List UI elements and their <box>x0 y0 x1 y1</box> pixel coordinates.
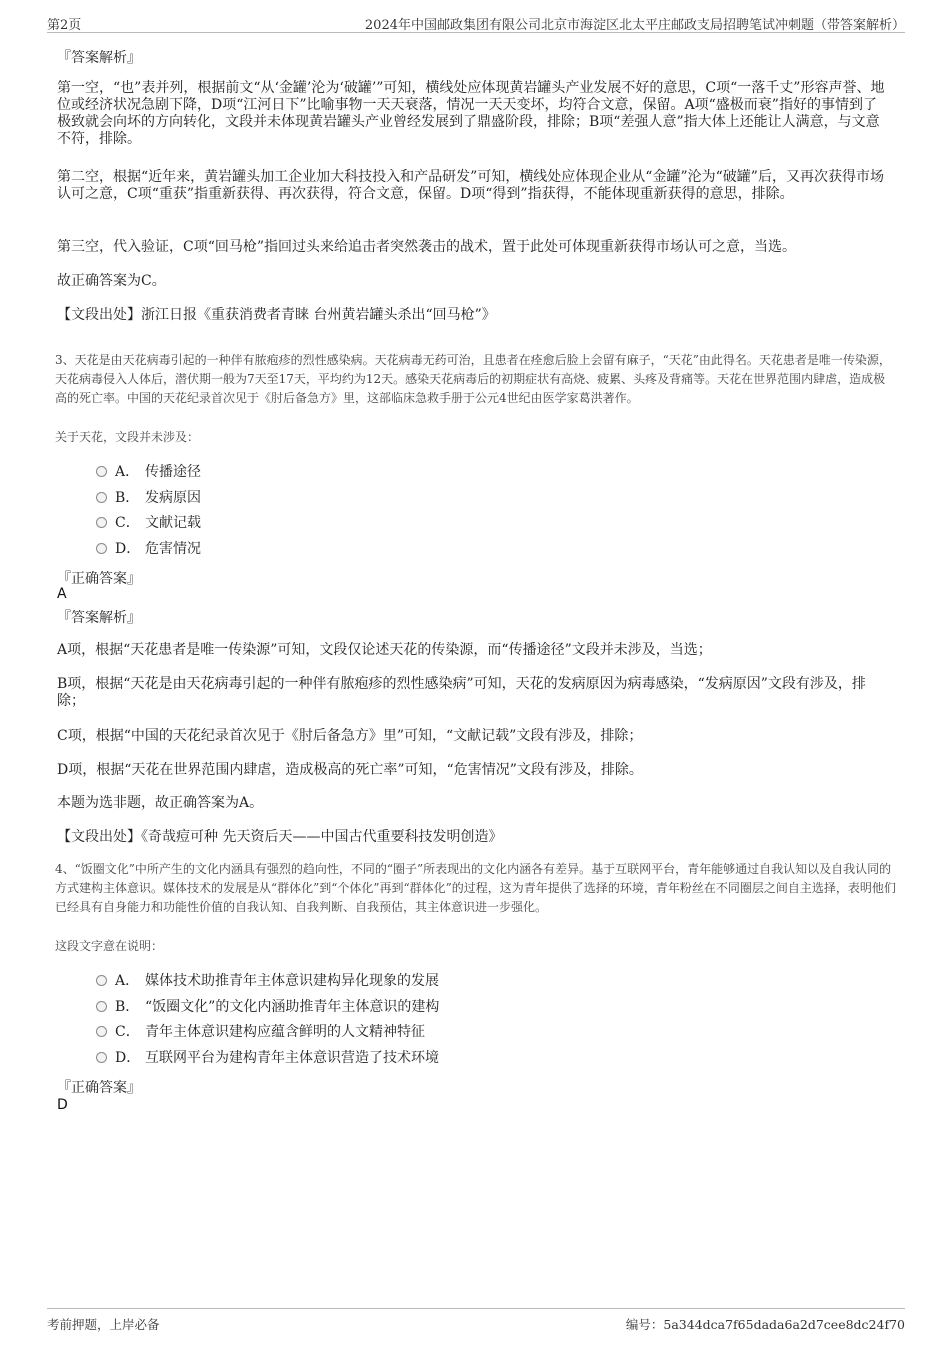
option-letter: D． <box>115 1050 141 1066</box>
question-text: 3、天花是由天花病毒引起的一种伴有脓疱疹的烈性感染病。天花病毒无药可治，且患者在痊愈后脸上会留有麻子，“天花”由此得名。天花患者是唯一传染源，天花病毒侵入人体后，潜伏期一般为7天至17天，平均约为12天。感染天花病毒后的初期症状有高烧、疲累、头疼及背痛等。天花在世界范围内肆虐，造成极高的死亡率。中国的天花纪录首次见于《肘后备急方》里，这部临床急救手册于公元4世纪由医学家葛洪著作。 <box>55 353 891 405</box>
option-text: 发病原因 <box>145 490 201 506</box>
question-prompt: 关于天花，文段并未涉及： <box>55 430 200 444</box>
footer-slogan: 考前押题，上岸必备 <box>47 1317 160 1332</box>
radio-icon[interactable] <box>96 1001 107 1012</box>
page-header <box>47 10 905 33</box>
radio-icon[interactable] <box>96 492 107 503</box>
radio-icon[interactable] <box>96 517 107 528</box>
analysis-paragraph: A项，根据“天花患者是唯一传染源”可知，文段仅论述天花的传染源，而“传播途径”文段并未涉及，当选； <box>57 642 712 658</box>
option-text: “饭圈文化”的文化内涵助推青年主体意识的建构 <box>145 999 440 1015</box>
option-a[interactable] <box>96 463 201 481</box>
option-letter: B． <box>115 999 140 1015</box>
page-number: 第2页 <box>47 18 82 33</box>
option-letter: C． <box>115 515 140 531</box>
correct-answer: D <box>57 1097 68 1113</box>
option-text: 危害情况 <box>145 541 201 557</box>
option-letter: A． <box>115 464 140 480</box>
analysis-paragraph: D项，根据“天花在世界范围内肆虐，造成极高的死亡率”可知，“危害情况”文段有涉及，排除。 <box>57 762 643 778</box>
radio-icon[interactable] <box>96 543 107 554</box>
analysis-paragraph: 第二空，根据“近年来，黄岩罐头加工企业加大科技投入和产品研发”可知，横线处应体现企业从“金罐”沦为“破罐”后，又再次获得市场认可之意，C项“重获”指重新获得、再次获得，符合文意，保留。D项“得到”指获得，不能体现重新获得的意思，排除。 <box>57 169 884 202</box>
option-d[interactable] <box>96 540 201 558</box>
radio-icon[interactable] <box>96 1026 107 1037</box>
radio-icon[interactable] <box>96 466 107 477</box>
option-a[interactable] <box>96 972 439 990</box>
option-letter: A． <box>115 973 140 989</box>
source-citation: 【文段出处】浙江日报《重获消费者青睐 台州黄岩罐头杀出“回马枪”》 <box>57 307 496 323</box>
option-c[interactable] <box>96 1023 425 1041</box>
option-letter: C． <box>115 1024 140 1040</box>
option-text: 青年主体意识建构应蕴含鲜明的人文精神特征 <box>145 1024 425 1040</box>
option-letter: D． <box>115 541 141 557</box>
answer-conclusion: 本题为选非题，故正确答案为A。 <box>57 795 264 811</box>
option-text: 文献记载 <box>145 515 201 531</box>
option-letter: B． <box>115 490 140 506</box>
source-citation: 【文段出处】《奇哉痘可种 先天资后天——中国古代重要科技发明创造》 <box>57 829 503 845</box>
option-text: 传播途径 <box>145 464 201 480</box>
answer-conclusion: 故正确答案为C。 <box>57 273 166 289</box>
page-footer <box>47 1308 905 1337</box>
analysis-paragraph: 第一空，“也”表并列，根据前文“从‘金罐’沦为‘破罐’”可知，横线处应体现黄岩罐头产业发展不好的意思，C项“一落千丈”形容声誉、地位或经济状况急剧下降，D项“江河日下”比喻事物一天天衰落，情况一天天变坏，均符合文意，保留。A项“盛极而衰”指好的事情到了极致就会向坏的方向转化，文段并未体现黄岩罐头产业曾经发展到了鼎盛阶段，排除；B项“差强人意”指大体上还能让人满意，与文意不符，排除。 <box>57 80 885 147</box>
question-text: 4、“饭圈文化”中所产生的文化内涵具有强烈的趋向性，不同的“圈子”所表现出的文化内涵各有差异。基于互联网平台，青年能够通过自我认知以及自我认同的方式建构主体意识。媒体技术的发展是从“群体化”到“个体化”再到“群体化”的过程，这为青年提供了选择的环境，青年粉丝在不同圈层之间自主选择，表明他们已经具有自身能力和功能性价值的自我认知、自我判断、自我预估，其主体意识进一步强化。 <box>55 862 896 914</box>
option-c[interactable] <box>96 514 201 532</box>
correct-answer-label: 『正确答案』 <box>57 571 141 587</box>
analysis-label: 『答案解析』 <box>57 50 141 66</box>
radio-icon[interactable] <box>96 975 107 986</box>
analysis-paragraph: B项，根据“天花是由天花病毒引起的一种伴有脓疱疹的烈性感染病”可知，天花的发病原因为病毒感染，“发病原因”文段有涉及，排除； <box>57 676 866 709</box>
option-text: 媒体技术助推青年主体意识建构异化现象的发展 <box>145 973 439 989</box>
analysis-paragraph: 第三空，代入验证，C项“回马枪”指回过头来给追击者突然袭击的战术，置于此处可体现重新获得市场认可之意，当选。 <box>57 239 797 255</box>
option-b[interactable] <box>96 489 201 507</box>
document-title: 2024年中国邮政集团有限公司北京市海淀区北太平庄邮政支局招聘笔试冲刺题（带答案解析） <box>364 18 905 33</box>
analysis-paragraph: C项，根据“中国的天花纪录首次见于《肘后备急方》里”可知，“文献记载”文段有涉及，排除； <box>57 728 643 744</box>
document-id: 编号：5a344dca7f65dada6a2d7cee8dc24f70 <box>625 1317 905 1332</box>
correct-answer: A <box>57 586 67 602</box>
correct-answer-label: 『正确答案』 <box>57 1080 141 1096</box>
option-d[interactable] <box>96 1049 439 1067</box>
option-text: 互联网平台为建构青年主体意识营造了技术环境 <box>145 1050 439 1066</box>
option-b[interactable] <box>96 998 439 1016</box>
question-prompt: 这段文字意在说明： <box>55 939 164 953</box>
analysis-label: 『答案解析』 <box>57 610 141 626</box>
radio-icon[interactable] <box>96 1052 107 1063</box>
